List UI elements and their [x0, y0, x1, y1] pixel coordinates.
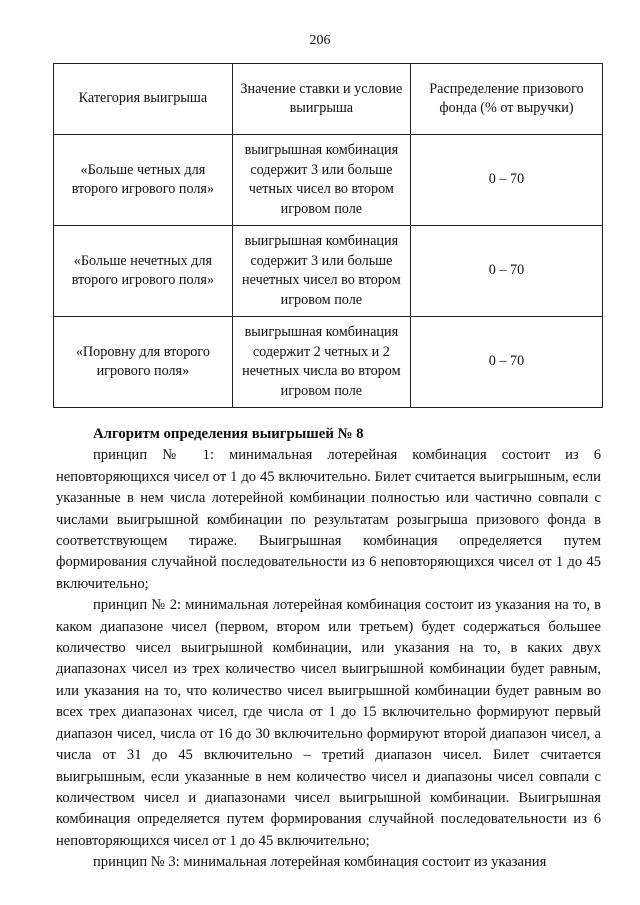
header-distribution: Распределение призового фонда (% от выручки) [410, 64, 602, 135]
table-row [54, 135, 603, 226]
paragraph-principle-1: принцип № 1: минимальная лотерейная комбинация состоит из 6 неповторяющихся чисел от 1 до 45 включительно. Билет считается выигрышным, если указанные в нем числа лотерейной комбинации полностью или частично совпали с числами выигрышной комбинации по результатам розыгрыша призового фонда в соответствующем тираже. Выигрышная комбинация определяется путем формирования случайной последовательности из 6 неповторяющихся чисел от 1 до 45 включительно; [56, 447, 601, 592]
cell-condition: выигрышная комбинация содержит 2 четных и 2 нечетных числа во втором игровом поле [232, 317, 410, 408]
cell-category: «Больше четных для второго игрового поля» [54, 135, 233, 226]
cell-category: «Поровну для второго игрового поля» [54, 317, 233, 408]
paragraph-principle-2: принцип № 2: минимальная лотерейная комбинация состоит из указания на то, в каком диапазоне чисел (первом, втором или третьем) будет содержаться большее количество чисел выигрышной комбинации, или указания на то, в каких двух диапазонах чисел из трех количество чисел выигрышной комбинации будет равным, или указания на то, что количество чисел выигрышной комбинации будет равным во всех трех диапазонах чисел, где числа от 1 до 15 включительно формируют первый диапазон чисел, числа от 16 до 30 включительно формируют второй диапазон чисел, а числа от 31 до 45 включительно – третий диапазон чисел. Билет считается выигрышным, если указанные в нем количество чисел и диапазоны чисел совпали с количеством чисел и диапазонами чисел выигрышной комбинации. Выигрышная комбинация определяется путем формирования случайной последовательности из 6 неповторяющихся чисел от 1 до 45 включительно; [56, 597, 601, 849]
cell-condition: выигрышная комбинация содержит 3 или больше нечетных чисел во втором игровом поле [232, 226, 410, 317]
paragraph-principle-3: принцип № 3: минимальная лотерейная комбинация состоит из указания [93, 854, 547, 871]
cell-distribution: 0 – 70 [410, 317, 602, 408]
prize-table [53, 63, 603, 408]
table-header-row [54, 64, 603, 135]
cell-condition: выигрышная комбинация содержит 3 или больше четных чисел во втором игровом поле [232, 135, 410, 226]
header-category: Категория выигрыша [54, 64, 233, 135]
body-text [56, 424, 601, 874]
section-heading: Алгоритм определения выигрышей № 8 [93, 426, 364, 442]
cell-distribution: 0 – 70 [410, 226, 602, 317]
table-row [54, 226, 603, 317]
cell-category: «Больше нечетных для второго игрового поля» [54, 226, 233, 317]
header-condition: Значение ставки и условие выигрыша [232, 64, 410, 135]
table-row [54, 317, 603, 408]
page-number: 206 [309, 33, 331, 48]
cell-distribution: 0 – 70 [410, 135, 602, 226]
